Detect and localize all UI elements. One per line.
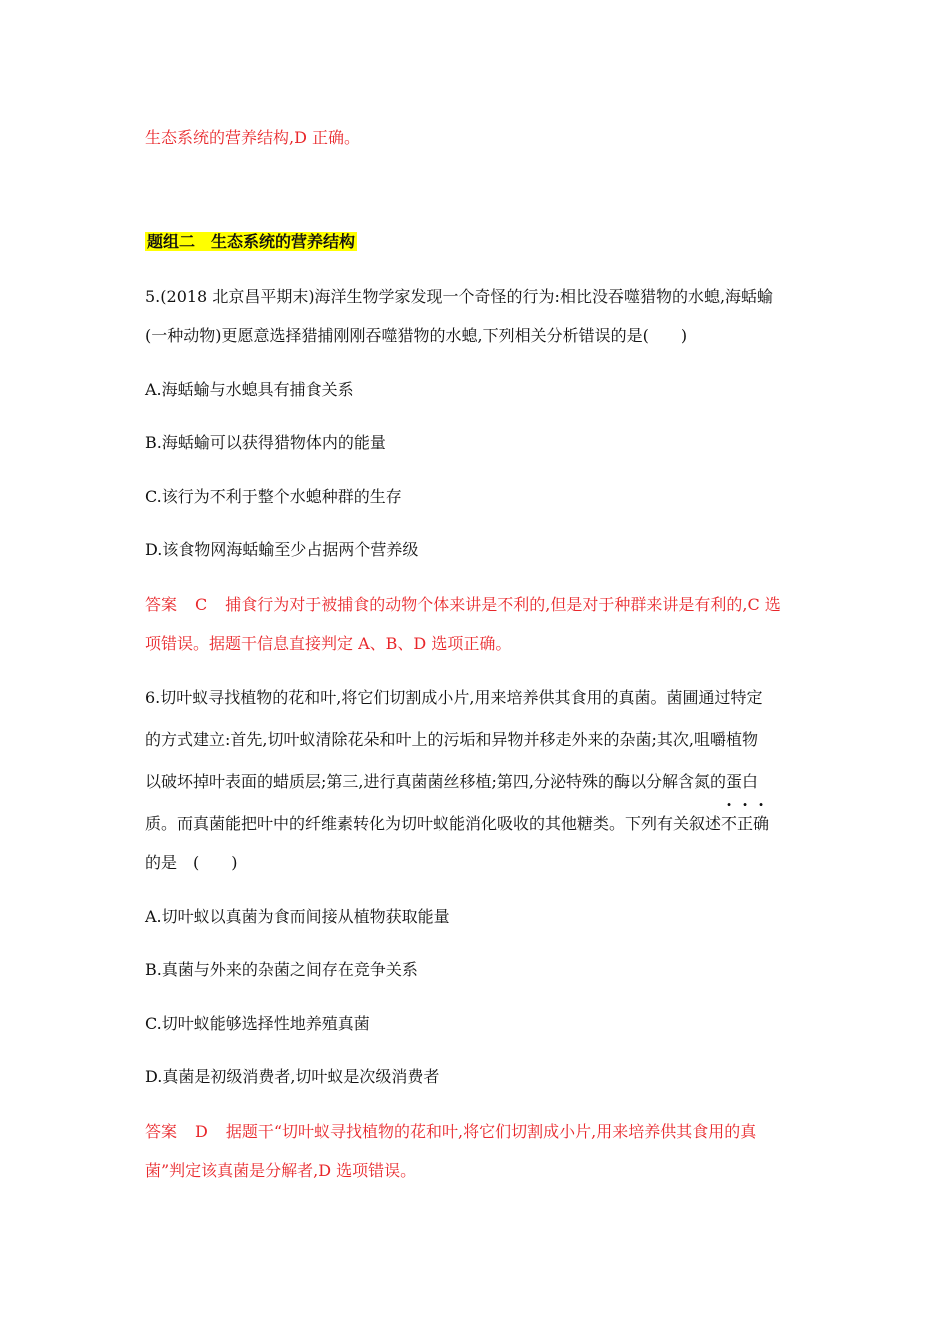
q6-stem-line-3: 以破坏掉叶表面的蜡质层;第三,进行真菌菌丝移植;第四,分泌特殊的酶以分解含氮的蛋白 [145, 772, 758, 791]
q6-answer-text-1: 据题干“切叶蚁寻找植物的花和叶,将它们切割成小片,用来培养供其食用的真 [225, 1122, 757, 1141]
q6-stem-line-4 [145, 813, 769, 835]
q5-stem-line-1: 5.(2018 北京昌平期末)海洋生物学家发现一个奇怪的行为:相比没吞噬猎物的水螅,海蛞蝓 [145, 287, 774, 306]
q5-option-b: B.海蛞蝓可以获得猎物体内的能量 [145, 433, 386, 452]
q6-stem-line-2: 的方式建立:首先,切叶蚁清除花朵和叶上的污垢和异物并移走外来的杂菌;其次,咀嚼植物 [145, 730, 758, 749]
q6-stem-line-5: 的是 ( ) [145, 853, 238, 872]
q6-answer-choice: D [195, 1122, 208, 1141]
q6-answer-line-1 [145, 1121, 756, 1143]
q6-option-b: B.真菌与外来的杂菌之间存在竞争关系 [145, 960, 418, 979]
q5-answer-choice: C [195, 595, 208, 614]
q5-option-d: D.该食物网海蛞蝓至少占据两个营养级 [145, 540, 419, 559]
emphasis-char-3: 确 [753, 814, 770, 833]
q6-stem-line-1: 6.切叶蚁寻找植物的花和叶,将它们切割成小片,用来培养供其食用的真菌。菌圃通过特定 [145, 688, 763, 707]
section-title-text: 题组二 生态系统的营养结构 [147, 232, 356, 251]
q6-answer-label: 答案 [145, 1122, 178, 1141]
q6-option-a: A.切叶蚁以真菌为食而间接从植物获取能量 [145, 907, 450, 926]
q5-stem-line-2: (一种动物)更愿意选择猎捕刚刚吞噬猎物的水螅,下列相关分析错误的是( ) [145, 326, 688, 345]
section-title [145, 231, 357, 253]
q5-option-c: C.该行为不利于整个水螅种群的生存 [145, 487, 402, 506]
q6-stem-line-4-text: 质。而真菌能把叶中的纤维素转化为切叶蚁能消化吸收的其他糖类。下列有关叙述 [145, 814, 722, 833]
q5-answer-line-1 [145, 594, 781, 616]
q5-answer-label: 答案 [145, 595, 178, 614]
q5-answer-line-2: 项错误。据题干信息直接判定 A、B、D 选项正确。 [145, 634, 512, 653]
emphasis-char-1: 不 [721, 814, 738, 833]
q5-answer-text-1: 捕食行为对于被捕食的动物个体来讲是不利的,但是对于种群来讲是有利的,C 选 [225, 595, 781, 614]
q6-answer-line-2: 菌”判定该真菌是分解者,D 选项错误。 [145, 1161, 417, 1180]
q6-option-c: C.切叶蚁能够选择性地养殖真菌 [145, 1014, 370, 1033]
emphasis-char-2: 正 [737, 814, 754, 833]
q6-option-d: D.真菌是初级消费者,切叶蚁是次级消费者 [145, 1067, 440, 1086]
previous-answer-tail: 生态系统的营养结构,D 正确。 [145, 128, 361, 147]
q5-option-a: A.海蛞蝓与水螅具有捕食关系 [145, 380, 354, 399]
